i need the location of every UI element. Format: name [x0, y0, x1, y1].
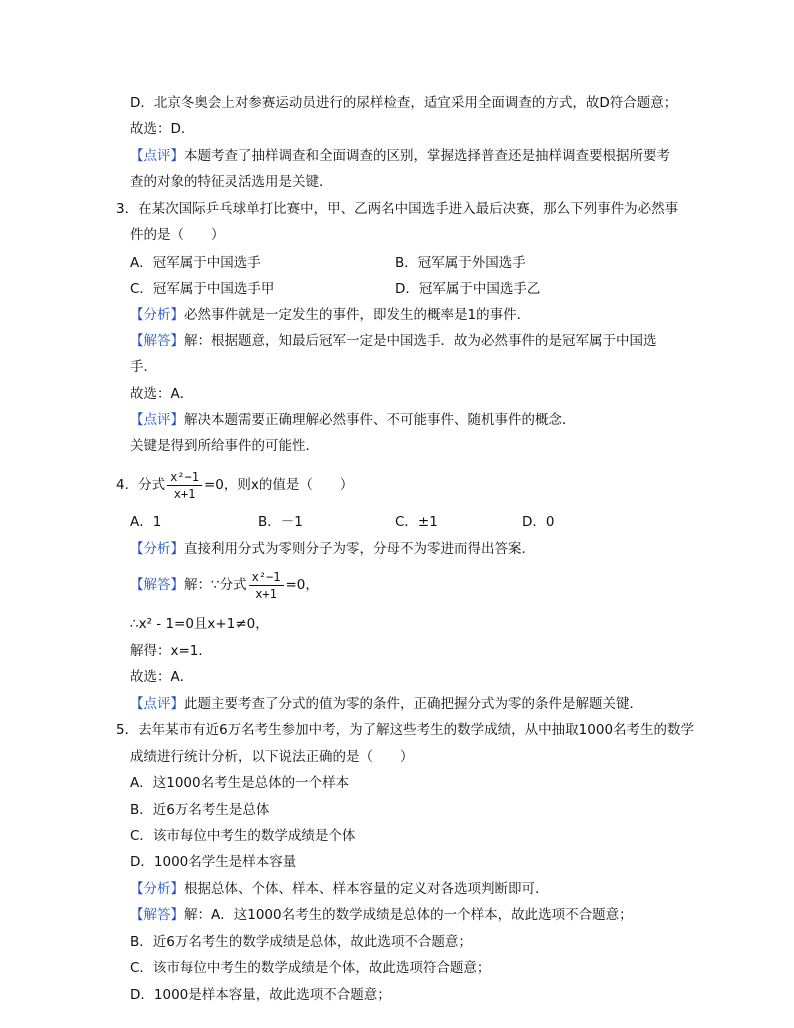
analysis-tag: 【分析】: [130, 881, 184, 897]
q3-answer-text: 解：根据题意，知最后冠军一定是中国选手．故为必然事件的是冠军属于中国选: [184, 333, 657, 349]
fraction-numerator: x²−1: [167, 469, 202, 486]
q3-option-d: D．冠军属于中国选手乙: [395, 281, 541, 297]
answer-tag: 【解答】: [130, 333, 184, 349]
comment-tag: 【点评】: [130, 412, 184, 428]
analysis-tag: 【分析】: [130, 541, 184, 557]
q5-answer-line-d: D．1000是样本容量，故此选项不合题意；: [130, 987, 391, 1003]
q4-option-b: B．－1: [258, 514, 303, 530]
q5-answer-line-b: B．近6万名考生的数学成绩是总体，故此选项不合题意；: [130, 934, 472, 950]
q4-solution: 解得：x=1．: [130, 643, 212, 659]
q3-comment-line-1: [130, 410, 576, 430]
q5-answer-a-text: 解：A．这1000名考生的数学成绩是总体的一个样本，故此选项不合题意；: [184, 907, 633, 923]
fraction-denominator: x+1: [173, 486, 196, 501]
q5-stem-line-2: 成绩进行统计分析，以下说法正确的是（ ）: [130, 749, 414, 765]
q4-stem-post: =0，则x的值是（ ）: [204, 477, 354, 493]
q3-option-b: B．冠军属于外国选手: [395, 255, 526, 271]
q4-stem-pre: 4．分式: [116, 477, 166, 493]
q5-answer-line-c: C．该市每位中考生的数学成绩是个体，故此选项符合题意；: [130, 960, 491, 976]
q3-answer-line-1: [130, 331, 657, 351]
q3-comment-line-2: 关键是得到所给事件的可能性．: [130, 438, 319, 454]
q2-comment-line-2: 查的对象的特征灵活选用是关键．: [130, 174, 333, 190]
q5-analysis-text: 根据总体、个体、样本、样本容量的定义对各选项判断即可．: [184, 881, 549, 897]
q2-comment-line-1: [130, 146, 670, 166]
q4-comment: [130, 694, 643, 714]
q5-option-d: D．1000名学生是样本容量: [130, 854, 297, 870]
q2-option-d-line: D．北京冬奥会上对参赛运动员进行的尿样检查，适宜采用全面调查的方式，故D符合题意；: [130, 95, 678, 111]
answer-tag: 【解答】: [130, 577, 184, 593]
fraction-numerator: x²−1: [249, 569, 284, 586]
q3-comment-text: 解决本题需要正确理解必然事件、不可能事件、随机事件的概念．: [184, 412, 576, 428]
q5-option-a: A．这1000名考生是总体的一个样本: [130, 775, 350, 791]
q4-answer-post: =0，: [285, 577, 319, 593]
q4-analysis: [130, 539, 535, 559]
q4-option-c: C．±1: [395, 514, 438, 530]
q5-option-c: C．该市每位中考生的数学成绩是个体: [130, 828, 356, 844]
q4-fraction: [167, 469, 202, 502]
q4-comment-text: 此题主要考查了分式的值为零的条件，正确把握分式为零的条件是解题关键．: [184, 696, 643, 712]
q5-analysis: [130, 879, 549, 899]
q4-answer-fraction: [249, 569, 284, 602]
q3-choose: 故选：A．: [130, 386, 194, 402]
q3-stem-line-1: 3．在某次国际乒乓球单打比赛中，甲、乙两名中国选手进入最后决赛，那么下列事件为必然事: [116, 201, 679, 217]
q4-option-a: A．1: [130, 514, 162, 530]
comment-tag: 【点评】: [130, 148, 184, 164]
q3-analysis-text: 必然事件就是一定发生的事件，即发生的概率是1的事件．: [184, 307, 531, 323]
q3-stem-line-2: 件的是（ ）: [130, 227, 225, 243]
q5-option-b: B．近6万名考生是总体: [130, 802, 270, 818]
fraction-denominator: x+1: [255, 586, 277, 601]
q4-therefore: ∴x² - 1=0且x+1≠0，: [130, 616, 269, 632]
q3-option-c: C．冠军属于中国选手甲: [130, 281, 275, 297]
q4-choose: 故选：A．: [130, 669, 194, 685]
q5-answer-line-a: [130, 905, 633, 925]
answer-tag: 【解答】: [130, 907, 184, 923]
q4-analysis-text: 直接利用分式为零则分子为零，分母不为零进而得出答案．: [184, 541, 535, 557]
q2-comment-text: 本题考查了抽样调查和全面调查的区别，掌握选择普查还是抽样调查要根据所要考: [184, 148, 670, 164]
q4-answer: [130, 567, 319, 603]
analysis-tag: 【分析】: [130, 307, 184, 323]
comment-tag: 【点评】: [130, 696, 184, 712]
q5-stem-line-1: 5．去年某市有近6万名考生参加中考，为了解这些考生的数学成绩，从中抽取1000名考生的数学: [116, 722, 695, 738]
q4-option-d: D．0: [522, 514, 555, 530]
q4-stem: [116, 467, 353, 503]
q4-answer-pre: 解：∵分式: [184, 577, 247, 593]
q3-analysis: [130, 305, 530, 325]
q3-option-a: A．冠军属于中国选手: [130, 255, 261, 271]
q3-answer-line-2: 手．: [130, 359, 157, 375]
q2-choose: 故选：D．: [130, 121, 195, 137]
